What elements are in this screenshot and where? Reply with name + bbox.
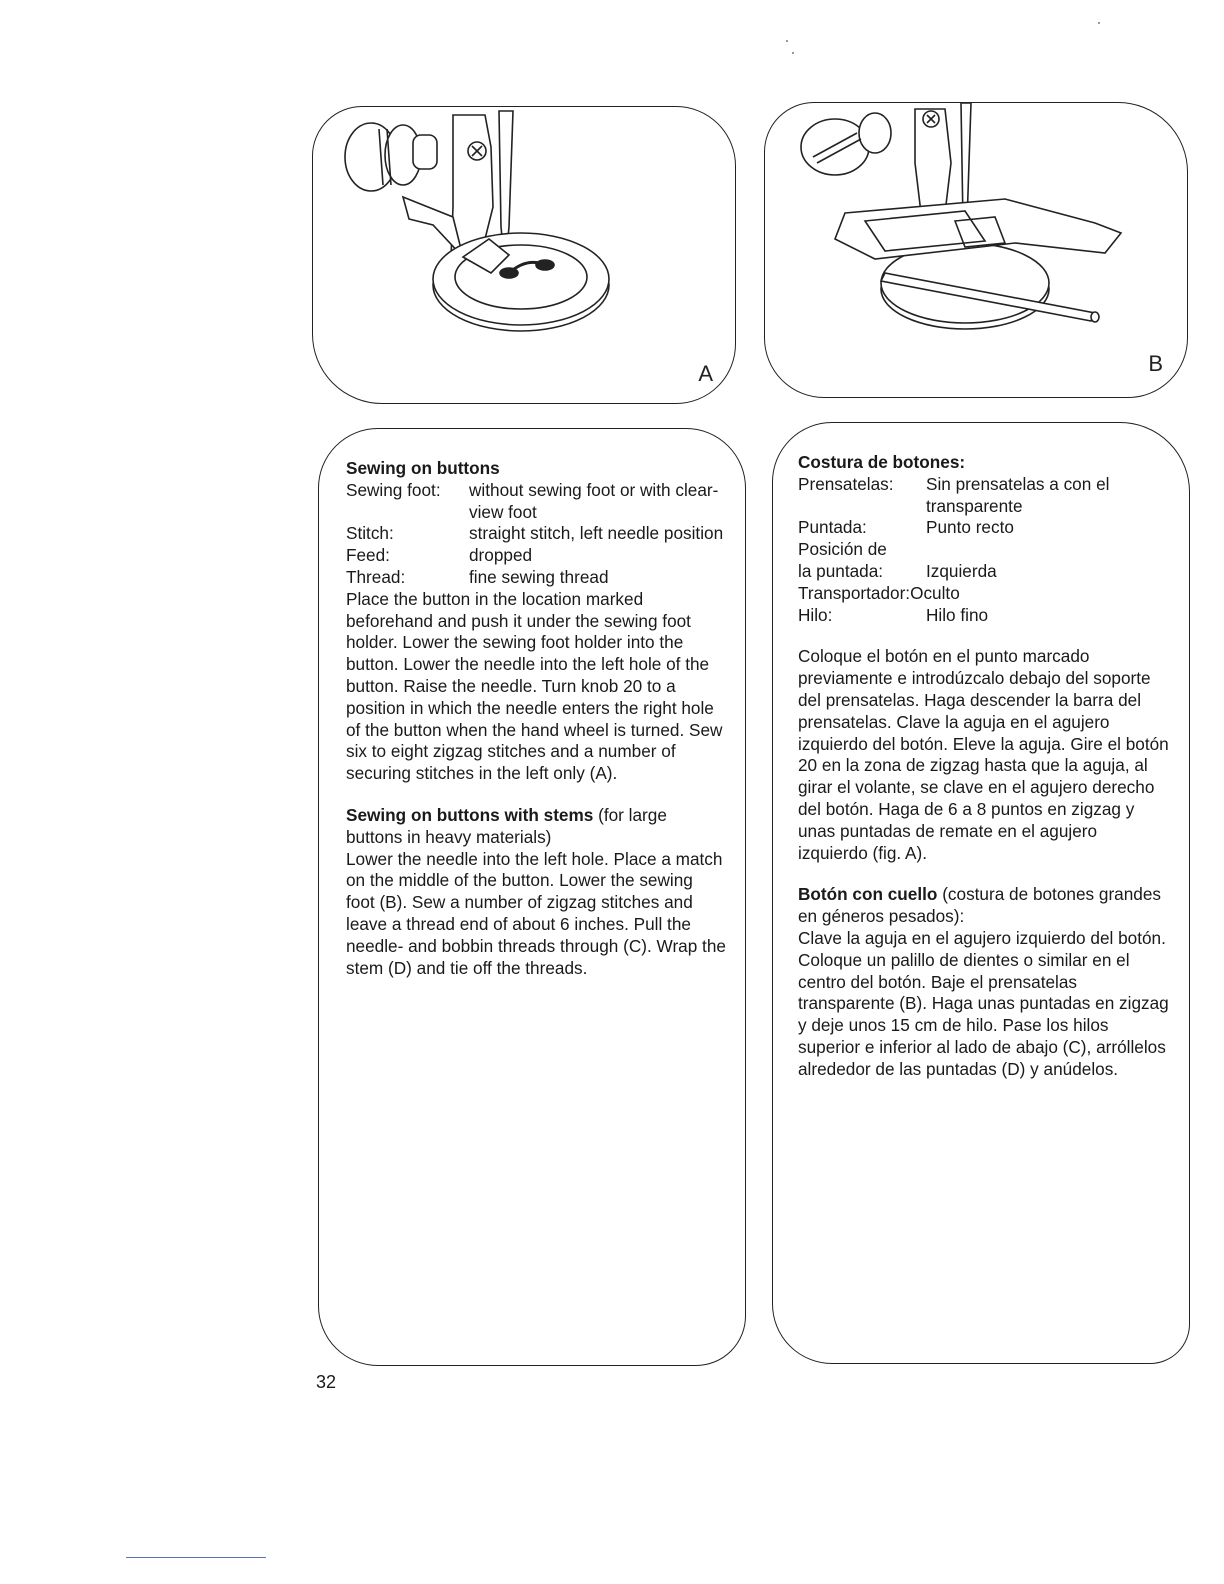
english-stems-body: Lower the needle into the left hole. Place a match on the middle of the button. Lower the sewing foot (B). Sew a number of zigzag stitches and leave a thread end of about 6 inches. Pull the needle- and bobbin threads through (C). Wrap the stem (D) and tie off the threads.: [346, 848, 726, 978]
figure-b-panel: [764, 102, 1188, 398]
spec-row: [798, 517, 1170, 539]
figure-b-letter: B: [1148, 351, 1163, 376]
spec-row: [798, 561, 1170, 583]
spec-label: Hilo:: [798, 604, 833, 625]
english-stems-heading: Sewing on buttons with stems: [346, 804, 594, 825]
scan-speck: [792, 52, 794, 54]
spec-value: fine sewing thread: [469, 566, 609, 587]
spec-row: [346, 480, 726, 524]
spec-label: Stitch:: [346, 523, 394, 544]
figure-b-illustration: [765, 103, 1189, 399]
spec-row: [798, 539, 1170, 561]
spec-value: without sewing foot or with clear-view foot: [469, 479, 719, 522]
spanish-stems-body: Clave la aguja en el agujero izquierdo del botón. Coloque un palillo de dientes o similar en el centro del botón. Baje el prensatelas transparente (B). Haga unas puntadas en zigzag y deje unos 15 cm de hilo. Pase los hilos superior e inferior al lado de abajo (C), arróllelos alrededor de las puntadas (D) y anúdelos.: [798, 927, 1169, 1079]
spanish-title: Costura de botones:: [798, 452, 966, 472]
figure-a-illustration: [313, 107, 737, 405]
spec-value: Oculto: [910, 582, 960, 603]
spec-row: [346, 523, 726, 545]
spec-row: [798, 605, 1170, 627]
spec-row: [346, 545, 726, 567]
spec-label: Puntada:: [798, 517, 867, 538]
spec-row: [798, 583, 1170, 605]
spec-value: straight stitch, left needle position: [469, 523, 724, 544]
spec-label: Posición de: [798, 539, 887, 560]
spec-label: la puntada:: [798, 560, 884, 581]
spec-value: Izquierda: [926, 560, 997, 581]
spec-value: Hilo fino: [926, 604, 989, 625]
spec-label: Transportador:: [798, 582, 911, 603]
english-body: Place the button in the location marked beforehand and push it under the sewing foot holder. Lower the sewing foot holder into the button. Lower the needle into the left hole of the button. Raise the needle. Turn knob 20 to a position in which the needle enters the right hole of the button when the hand wheel is turned. Sew six to eight zigzag stitches and a number of securing stitches in the left only (A).: [346, 588, 723, 784]
spec-value: Sin prensatelas a con el transparente: [926, 473, 1110, 516]
scan-speck: [786, 40, 788, 42]
footer-rule: [126, 1557, 266, 1558]
scan-speck: [1098, 22, 1100, 24]
spanish-stems-paragraph: [798, 884, 1170, 928]
spanish-stems-note: (costura de botones grandes en géneros pesados):: [798, 884, 1161, 927]
spec-label: Prensatelas:: [798, 473, 894, 494]
figure-a-letter: A: [698, 361, 713, 386]
spec-row: [798, 474, 1170, 518]
english-stems-note: (for large buttons in heavy materials): [346, 804, 667, 847]
spanish-instructions: [798, 452, 1170, 1081]
english-instructions: [346, 458, 726, 979]
figure-a-panel: [312, 106, 736, 404]
spanish-stems-heading: Botón con cuello: [798, 884, 938, 905]
spec-value: dropped: [469, 545, 533, 566]
page-number: 32: [316, 1372, 337, 1392]
spec-value: [926, 539, 1170, 561]
english-stems-paragraph: [346, 805, 726, 849]
spanish-body: Coloque el botón en el punto marcado previamente e introdúzcalo debajo del soporte del prensatelas. Haga descender la barra del prensatelas. Clave la aguja en el agujero izquierdo del botón. Eleve la aguja. Gire el botón 20 en la zona de zigzag hasta que la aguja, al girar el volante, se clave en el agujero derecho del botón. Haga de 6 a 8 puntos en zigzag y unas puntadas de remate en el agujero izquierdo (fig. A).: [798, 646, 1169, 863]
spec-row: [346, 567, 726, 589]
spec-value: Punto recto: [926, 517, 1014, 538]
english-title: Sewing on buttons: [346, 458, 500, 478]
spec-label: Feed:: [346, 545, 390, 566]
spec-label: Thread:: [346, 566, 406, 587]
spec-label: Sewing foot:: [346, 479, 441, 500]
